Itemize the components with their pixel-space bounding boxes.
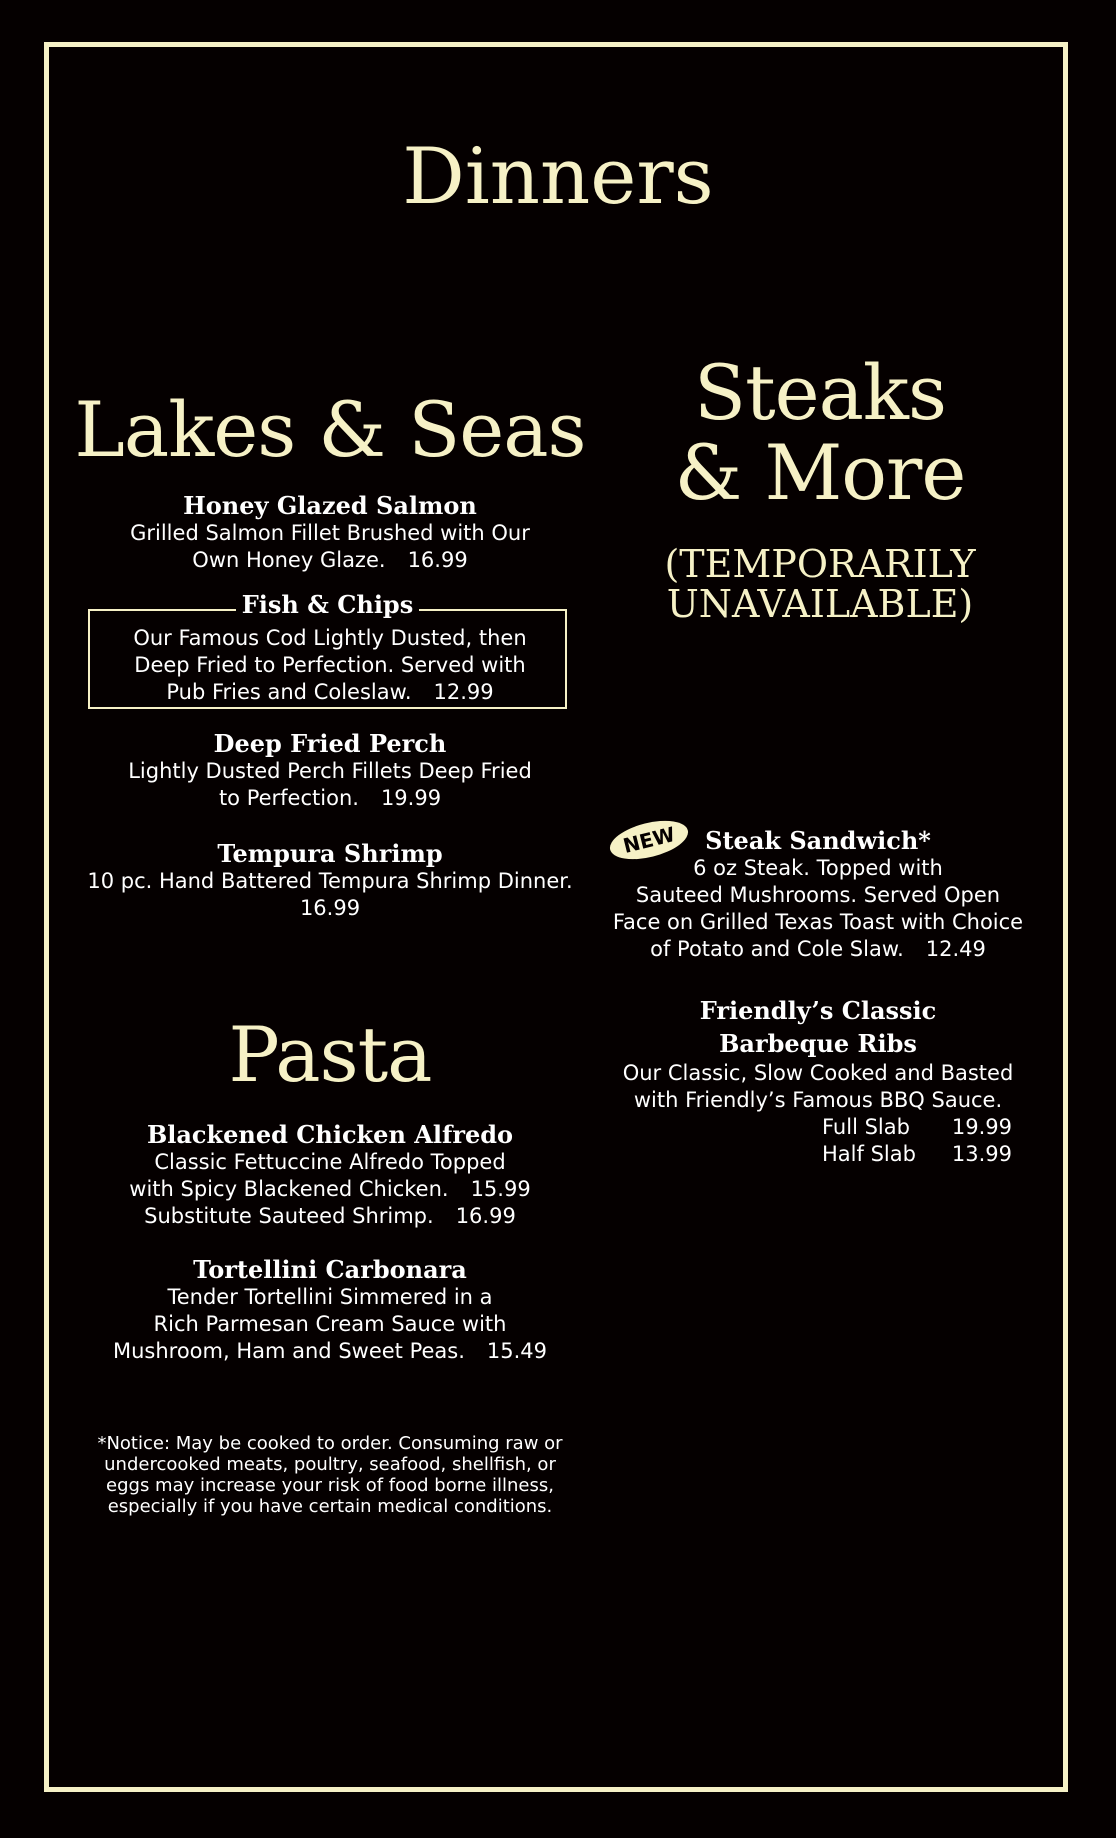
item-price: 12.49	[925, 937, 986, 961]
item-desc-line: Substitute Sauteed Shrimp.	[144, 1204, 434, 1228]
menu-item-tortellini-carbonara	[60, 1256, 600, 1365]
item-desc-line: Mushroom, Ham and Sweet Peas.	[112, 1339, 465, 1363]
menu-item-honey-glazed-salmon	[60, 492, 600, 574]
item-desc-line: Sauteed Mushrooms. Served Open	[635, 883, 1001, 907]
item-desc-line: with Friendly’s Famous BBQ Sauce.	[633, 1088, 1003, 1112]
menu-item-blackened-chicken-alfredo	[60, 1121, 600, 1230]
item-desc-line: of Potato and Cole Slaw.	[650, 937, 904, 961]
item-desc-line: Own Honey Glaze.	[192, 548, 386, 572]
notice-line: undercooked meats, poultry, seafood, shellfish, or	[104, 1454, 556, 1475]
item-desc-line: Our Classic, Slow Cooked and Basted	[622, 1061, 1014, 1085]
item-desc-line: Classic Fettuccine Alfredo Topped	[154, 1150, 506, 1174]
item-desc-line: Tender Tortellini Simmered in a	[167, 1285, 493, 1309]
page-title: Dinners	[402, 132, 714, 222]
option-row	[600, 1114, 1036, 1141]
item-price: 15.49	[486, 1339, 548, 1363]
steaks-heading-line: & More	[674, 428, 966, 517]
steaks-status	[570, 544, 1070, 624]
item-price: 19.99	[380, 786, 442, 810]
item-desc-line: Grilled Salmon Fillet Brushed with Our	[130, 521, 530, 545]
item-price: 16.99	[407, 548, 468, 572]
item-name: Steak Sandwich*	[705, 826, 931, 855]
item-desc-line: 10 pc. Hand Battered Tempura Shrimp Dinner.	[87, 869, 573, 893]
option-price: 13.99	[951, 1142, 1012, 1166]
item-desc-line: Lightly Dusted Perch Fillets Deep Fried	[128, 759, 532, 783]
new-badge: NEW	[606, 814, 692, 866]
item-name: Blackened Chicken Alfredo	[146, 1120, 514, 1149]
menu-item-fish-chips	[60, 625, 600, 706]
item-desc-line: Rich Parmesan Cream Sauce with	[153, 1312, 507, 1336]
pasta-heading: Pasta	[228, 1010, 432, 1099]
option-price: 19.99	[951, 1115, 1012, 1139]
item-name-line: Barbeque Ribs	[719, 1029, 917, 1058]
notice-line: especially if you have certain medical conditions.	[107, 1496, 553, 1517]
notice-line: eggs may increase your risk of food borne illness,	[106, 1475, 554, 1496]
item-name: Honey Glazed Salmon	[183, 491, 477, 520]
item-desc-line: Face on Grilled Texas Toast with Choice	[612, 910, 1024, 934]
menu-item-bbq-ribs	[600, 994, 1036, 1168]
item-name-line: Friendly’s Classic	[699, 996, 937, 1025]
item-name: Tortellini Carbonara	[193, 1255, 467, 1284]
item-price: 16.99	[299, 896, 361, 920]
item-desc-line: Our Famous Cod Lightly Dusted, then	[133, 626, 527, 650]
lakes-seas-heading: Lakes & Seas	[74, 385, 586, 474]
item-desc-line: Deep Fried to Perfection. Served with	[134, 653, 526, 677]
item-name: Deep Fried Perch	[213, 729, 447, 758]
status-line: UNAVAILABLE)	[666, 582, 974, 626]
item-price: 15.99	[470, 1177, 531, 1201]
item-desc-line: Pub Fries and Coleslaw.	[166, 680, 412, 704]
option-label: Half Slab	[822, 1142, 916, 1166]
item-desc-line: 6 oz Steak. Topped with	[693, 856, 943, 880]
menu-item-tempura-shrimp	[60, 840, 600, 922]
notice-line: *Notice: May be cooked to order. Consuming raw or	[97, 1433, 563, 1454]
item-name: Tempura Shrimp	[217, 839, 443, 868]
item-price: 12.99	[433, 680, 494, 704]
food-safety-notice	[60, 1433, 600, 1517]
item-price: 16.99	[455, 1204, 516, 1228]
item-desc-line: with Spicy Blackened Chicken.	[129, 1177, 449, 1201]
status-line: (TEMPORARILY	[664, 542, 976, 586]
option-label: Full Slab	[822, 1115, 910, 1139]
option-row	[600, 1141, 1036, 1168]
item-name: Fish & Chips	[236, 590, 419, 619]
menu-item-deep-fried-perch	[60, 730, 600, 812]
item-desc-line: to Perfection.	[218, 786, 359, 810]
steaks-heading-line: Steaks	[694, 348, 946, 437]
steaks-heading	[570, 348, 1070, 517]
menu-item-steak-sandwich	[600, 827, 1036, 963]
